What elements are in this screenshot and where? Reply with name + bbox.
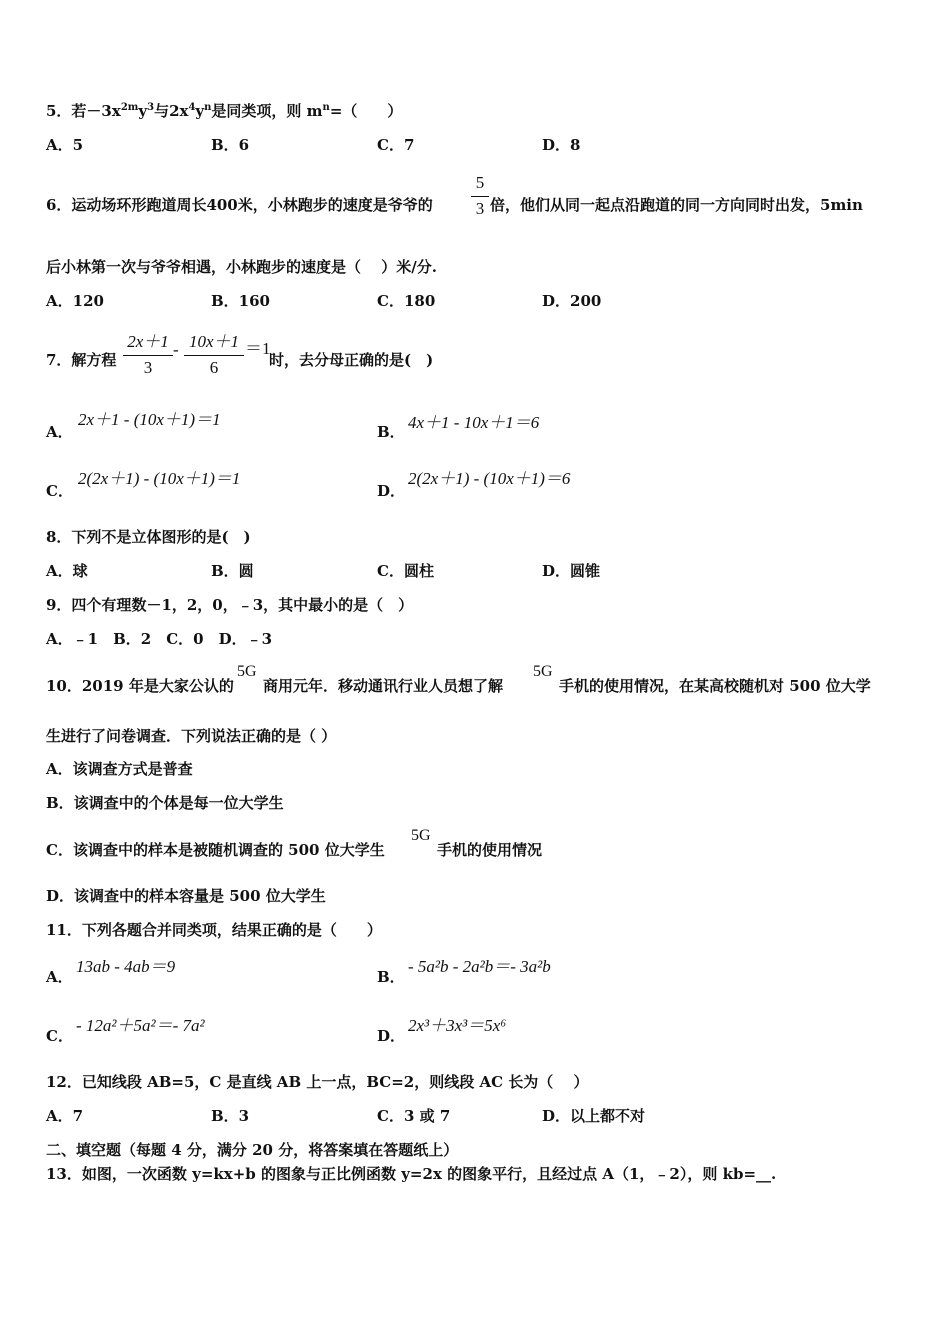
q10-stem-part1: 10．2019 年是大家公认的	[46, 677, 234, 695]
q6-option-d: D．200	[542, 292, 602, 310]
q11-option-d-expr: 2x³＋3x³＝5x⁶	[408, 1016, 507, 1035]
q6-option-c: C．180	[377, 292, 436, 310]
q5-stem-text: y	[138, 102, 148, 120]
q5-sup: n	[322, 102, 330, 113]
q10-5g-label: 5G	[533, 663, 553, 680]
q6-option-b: B．160	[211, 292, 270, 310]
q7-option-b-label: B．	[377, 423, 405, 441]
q5-sup: 3	[147, 102, 155, 113]
q8-option-c: C．圆柱	[377, 562, 434, 580]
q7-equals: ＝1	[245, 339, 271, 358]
q9-stem: 9．四个有理数－1，2，0，﹣3，其中最小的是（ ）	[46, 596, 414, 614]
section-2-heading: 二、填空题（每题 4 分，满分 20 分，将答案填在答题纸上）	[46, 1141, 459, 1159]
q13-stem: 13．如图，一次函数 y=kx+b 的图象与正比例函数 y=2x 的图象平行，且经过点 A（1，﹣2），则 kb=__.	[46, 1165, 777, 1183]
q7-option-c-label: C．	[46, 482, 73, 500]
q11-option-d-label: D．	[377, 1027, 406, 1045]
q10-option-b: B．该调查中的个体是每一位大学生	[46, 794, 284, 812]
q5-option-d: D．8	[542, 136, 581, 154]
q7-minus: -	[173, 340, 179, 359]
q6-option-a: A．120	[46, 292, 104, 310]
q11-option-a-expr: 13ab - 4ab＝9	[76, 957, 176, 976]
q7-fraction-2-denominator: 6	[209, 358, 219, 377]
q7-tail: 时，去分母正确的是( )	[269, 351, 434, 369]
q10-5g-label: 5G	[411, 827, 431, 844]
q8-option-d: D．圆锥	[542, 562, 601, 580]
q5-stem	[46, 103, 402, 119]
q7-option-a-expr: 2x＋1 - (10x＋1)＝1	[78, 410, 221, 429]
q12-option-b: B．3	[211, 1107, 250, 1125]
q7-option-c-expr: 2(2x＋1) - (10x＋1)＝1	[78, 469, 241, 488]
q8-option-a: A．球	[46, 562, 88, 580]
q10-option-c: C．该调查中的样本是被随机调查的 500 位大学生	[46, 841, 385, 859]
q10-5g-label: 5G	[237, 663, 257, 680]
q5-stem-text: 5．若－3x	[46, 102, 121, 120]
q12-option-a: A．7	[46, 1107, 84, 1125]
q8-option-b: B．圆	[211, 562, 254, 580]
q11-option-b-expr: - 5a²b - 2a²b＝- 3a²b	[408, 957, 551, 976]
q6-fraction	[471, 173, 489, 219]
q5-sup: n	[204, 102, 212, 113]
q5-option-b: B．6	[211, 136, 250, 154]
q10-stem-line2: 生进行了问卷调查．下列说法正确的是（ ）	[46, 727, 337, 745]
q7-fraction-1	[123, 327, 173, 378]
q5-option-a: A．5	[46, 136, 84, 154]
q9-options: A．﹣1 B．2 C．0 D．﹣3	[46, 630, 273, 648]
q12-option-d: D．以上都不对	[542, 1107, 646, 1125]
q11-option-b-label: B．	[377, 968, 405, 986]
q5-sup: 4	[188, 102, 196, 113]
q6-fraction-numerator: 5	[471, 173, 489, 197]
q11-option-c-label: C．	[46, 1027, 73, 1045]
q5-sup: 2m	[120, 102, 139, 113]
q7-fraction-1-numerator: 2x＋1	[123, 327, 173, 356]
q7-option-d-label: D．	[377, 482, 406, 500]
q11-stem: 11．下列各题合并同类项，结果正确的是（ ）	[46, 921, 382, 939]
q11-option-a-label: A．	[46, 968, 73, 986]
q6-stem-part2: 倍，他们从同一起点沿跑道的同一方向同时出发，5min	[490, 196, 863, 214]
q7-option-b-expr: 4x＋1 - 10x＋1＝6	[408, 413, 540, 432]
q7-option-a-label: A．	[46, 423, 73, 441]
q5-stem-text: y	[195, 102, 205, 120]
q10-stem-part2: 商用元年．移动通讯行业人员想了解	[263, 677, 504, 695]
q5-option-c: C．7	[377, 136, 415, 154]
q6-stem-line2: 后小林第一次与爷爷相遇，小林跑步的速度是（ ）米/分.	[46, 258, 437, 276]
q10-option-a: A．该调查方式是普查	[46, 760, 193, 778]
q6-fraction-denominator: 3	[475, 199, 485, 218]
q5-stem-text: 与2x	[154, 102, 189, 120]
q10-stem-part3: 手机的使用情况，在某高校随机对 500 位大学	[559, 677, 871, 695]
q7-fraction-2-numerator: 10x＋1	[184, 327, 244, 356]
q11-option-c-expr: - 12a²＋5a²＝- 7a²	[76, 1016, 205, 1035]
q7-option-d-expr: 2(2x＋1) - (10x＋1)＝6	[408, 469, 571, 488]
q12-option-c: C．3 或 7	[377, 1107, 451, 1125]
q7-fraction-2	[184, 327, 244, 378]
q10-option-c-tail: 手机的使用情况	[437, 841, 543, 859]
q6-stem-part1: 6．运动场环形跑道周长400米，小林跑步的速度是爷爷的	[46, 196, 433, 214]
q12-stem: 12．已知线段 AB=5，C 是直线 AB 上一点，BC=2，则线段 AC 长为（ ）	[46, 1073, 589, 1091]
q8-stem: 8．下列不是立体图形的是( )	[46, 528, 251, 546]
q7-lead: 7．解方程	[46, 351, 117, 369]
q7-fraction-1-denominator: 3	[143, 358, 153, 377]
q10-option-d: D．该调查中的样本容量是 500 位大学生	[46, 887, 326, 905]
q5-stem-text: 是同类项，则 m	[211, 102, 323, 120]
q5-stem-text: =（ ）	[329, 102, 403, 120]
